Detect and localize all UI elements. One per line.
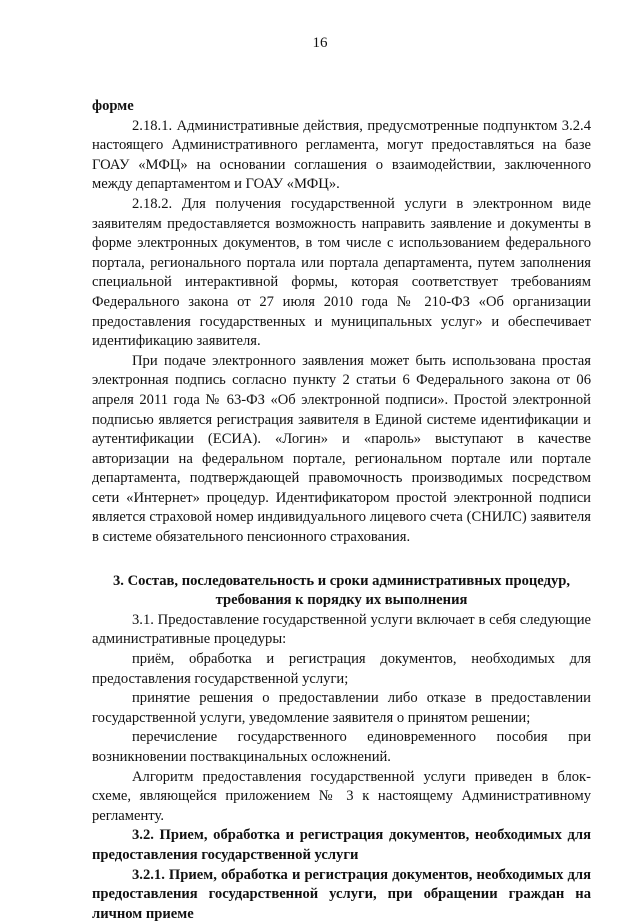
paragraph-2-18-1: 2.18.1. Административные действия, предусмотренные подпунктом 3.2.4 настоящего Административного регламента, могут предоставляться на базе ГОАУ «МФЦ» на основании соглашения о взаимодействии, заключенного между департаментом и ГОАУ «МФЦ». [92,117,591,193]
paragraph-electronic-signature: При подаче электронного заявления может быть использована простая электронная подпись согласно пункту 2 статьи 6 Федерального закона от 06 апреля 2011 года № 63-ФЗ «Об электронной подписи». Простой электронной подписью является регистрация заявителя в Единой системе идентификации и аутентификации (ЕСИА). «Логин» и «пароль» выступают в качестве авторизации на федеральном портале, региональном портале или портале департамента, подтверждающей правомочность производимых посредством сети «Интернет» процедур. Идентификатором простой электронной подписи является страховой номер индивидуального лицевого счета (СНИЛС) заявителя в системе обязательного пенсионного страхования. [92,352,591,546]
section-heading: 3. Состав, последовательность и сроки административных процедур, требования к порядку их выполнения [112,572,571,609]
subheading-3-2-1: 3.2.1. Прием, обработка и регистрация документов, необходимых для предоставления государственной услуги, при обращении граждан на личном приеме [92,866,591,922]
list-item-procedure-2: принятие решения о предоставлении либо отказе в предоставлении государственной услуги, уведомление заявителя о принятом решении; [92,690,591,726]
paragraph-algorithm: Алгоритм предоставления государственной услуги приведен в блок-схеме, являющейся приложением № 3 к настоящему Административному регламенту. [92,768,591,824]
list-item-procedure-1: приём, обработка и регистрация документов, необходимых для предоставления государственной услуги; [92,651,591,687]
list-item-procedure-3: перечисление государственного единовременного пособия при возникновении поствакцинальных осложнений. [92,729,591,765]
paragraph-continuation: форме [92,98,134,114]
page-number: 16 [312,35,328,51]
subheading-3-2: 3.2. Прием, обработка и регистрация документов, необходимых для предоставления государственной услуги [92,827,591,863]
paragraph-3-1: 3.1. Предоставление государственной услуги включает в себя следующие административные процедуры: [92,611,591,648]
document-body [92,97,591,924]
paragraph-2-18-2: 2.18.2. Для получения государственной услуги в электронном виде заявителям предоставляется возможность направить заявление и документы в форме электронных документов, в том числе с использованием федерального портала, регионального портала или портала департамента, путем заполнения специальной интерактивной формы, которая соответствует требованиям Федерального закона от 27 июля 2010 года № 210-ФЗ «Об организации предоставления государственных и муниципальных услуг» и обеспечивает идентификацию заявителя. [92,195,591,350]
